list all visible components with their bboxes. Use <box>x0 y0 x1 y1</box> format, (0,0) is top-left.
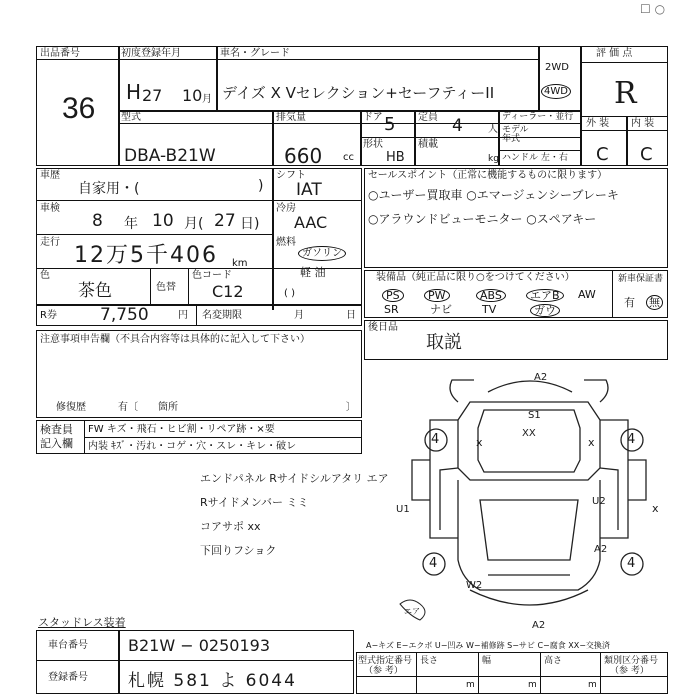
notes-label: 注意事項申告欄（不具合内容等は具体的に記入して下さい） <box>40 334 310 345</box>
mark-x-mid: x <box>652 502 659 515</box>
post-inspection-value: 取説 <box>426 332 462 353</box>
inspection-day: 27 <box>214 211 236 231</box>
inspection-year-unit: 年 <box>124 216 138 232</box>
equip-ps: PS <box>382 289 404 302</box>
exterior-label: 外 装 <box>586 118 610 129</box>
recycle-value: 7,750 <box>100 305 149 325</box>
shift-value: IAT <box>296 180 322 200</box>
studless-note: スタッドレス装着 <box>38 616 126 629</box>
aircon-value: AAC <box>294 213 328 232</box>
deadline-day-unit: 日 <box>346 310 356 321</box>
first-reg-label: 初度登録年月 <box>121 48 181 59</box>
shape-label: 形状 <box>363 139 383 150</box>
inspection-month: 10 <box>152 211 174 231</box>
comment-2: Rサイドメンバー ミミ <box>200 496 309 509</box>
deadline-month-unit: 月 <box>294 310 304 321</box>
class-number-label: 類別区分番号 <box>604 656 659 666</box>
equip-sr: SR <box>384 303 399 316</box>
fuel-gasoline: ガソリン <box>298 246 346 261</box>
color-label: 色 <box>40 270 50 281</box>
mark-x-right: x <box>588 436 595 449</box>
dealer-label: ディーラー・並行 <box>502 112 574 122</box>
recycle-unit: 円 <box>178 310 188 321</box>
repair-history-value: 有〔 <box>118 402 138 413</box>
inspection-day-unit: 日) <box>240 216 260 232</box>
chassis-label: 車台番号 <box>48 640 88 651</box>
mark-xx: XX <box>522 428 536 439</box>
mileage-unit: km <box>232 258 248 269</box>
history-label: 車歴 <box>40 170 60 181</box>
inspector-row-1: FW キズ・飛石・ヒビ割・リペア跡・×要 <box>88 424 275 435</box>
color-code-label: 色コード <box>192 270 232 281</box>
model-spec-label: 型式指定番号 <box>358 656 413 666</box>
first-reg-era: H <box>126 80 142 104</box>
repair-history-unit: 箇所 <box>158 402 178 413</box>
comment-4: 下回りフショク <box>200 544 277 557</box>
mark-w2: W2 <box>466 580 483 591</box>
corner-mark: ☐ ○ <box>640 2 666 16</box>
mark-a2-top: A2 <box>534 372 548 383</box>
shape: HB <box>386 150 405 165</box>
mark-s1: S1 <box>528 410 541 421</box>
width-label: 幅 <box>482 656 492 666</box>
equip-navi: ナビ <box>430 303 452 316</box>
equip-pw: PW <box>424 289 450 302</box>
fuel-label: 燃料 <box>276 237 296 248</box>
color-code: C12 <box>212 282 244 301</box>
aircon-label: 冷房 <box>276 203 296 214</box>
comment-1: エンドパネル Rサイドシルアタリ エア <box>200 472 389 485</box>
doors: 5 <box>384 114 396 135</box>
length-label: 長さ <box>420 656 439 666</box>
inspector-label: 検査員記入欄 <box>40 423 73 450</box>
mark-u2: U2 <box>592 496 606 507</box>
model-code: DBA-B21W <box>124 146 216 166</box>
first-reg-month: 10 <box>182 86 203 105</box>
history-close: ) <box>258 178 264 194</box>
mark-tire-rl: 4 <box>429 556 438 571</box>
equipment-label: 装備品（純正品に限り○をつけてください） <box>376 272 575 283</box>
plate-label: 登録番号 <box>48 672 88 683</box>
model-code-label: 型式 <box>121 112 141 123</box>
shift-label: シフト <box>276 170 306 181</box>
grade-label: 評 価 点 <box>596 48 633 59</box>
width-unit: m <box>528 680 537 690</box>
damage-legend: A−キズ E−エクボ U−凹み W−補修跡 S−サビ C−腐食 XX−交換済 <box>366 641 610 650</box>
lot-number: 36 <box>62 92 96 125</box>
door-label: ドア <box>363 112 383 123</box>
sales-point-line-1: ○ユーザー買取車 ○エマージェンシーブレーキ <box>368 188 619 202</box>
color-change-label: 色替 <box>156 282 176 293</box>
warranty-label: 新車保証書 <box>618 274 664 284</box>
first-reg-month-unit: 月 <box>202 94 212 105</box>
displacement-label: 排気量 <box>276 112 306 123</box>
mark-tire-rr: 4 <box>627 556 636 571</box>
inspection-label: 車検 <box>40 203 60 214</box>
drive-4wd: 4WD <box>541 84 571 99</box>
equip-aw: AW <box>578 288 596 301</box>
mark-air: エア <box>404 607 420 616</box>
model-spec-ref: （参 考） <box>364 666 403 676</box>
warranty-yes: 有 <box>624 296 635 309</box>
height-unit: m <box>588 680 597 690</box>
sales-points-label: セールスポイント（正常に機能するものに限ります） <box>368 170 608 181</box>
recycle-label: R券 <box>40 310 57 321</box>
capacity-unit: 人 <box>488 124 498 135</box>
displacement-unit: cc <box>343 152 354 163</box>
drive-2wd: 2WD <box>545 62 569 73</box>
inspection-month-unit: 月( <box>184 216 204 232</box>
mark-a2-bottom: A2 <box>532 620 546 631</box>
lot-number-label: 出品番号 <box>40 48 80 59</box>
capacity: 4 <box>452 116 463 136</box>
mark-tire-fl: 4 <box>431 432 440 447</box>
inspector-row-2: 内装 ｷｽﾞ・汚れ・コゲ・穴・スレ・キレ・破レ <box>88 441 297 452</box>
post-inspection-label: 後日品 <box>368 322 398 333</box>
height-label: 高さ <box>544 656 563 666</box>
model-name: デイズ X Vセレクション+セーフティーII <box>222 84 495 102</box>
model-name-label: 車名・グレード <box>220 48 290 59</box>
mark-tire-fr: 4 <box>627 432 636 447</box>
plate-number: 札幌 581 よ 6044 <box>128 671 297 691</box>
comment-3: コアサポ xx <box>200 520 261 533</box>
mark-x-left: x <box>476 436 483 449</box>
warranty-no: 無 <box>646 295 663 310</box>
repair-history-close: 〕 <box>346 402 356 413</box>
exterior-grade: C <box>596 144 609 165</box>
first-reg-year: 27 <box>142 86 163 105</box>
equip-airbag: エアB <box>526 289 564 302</box>
chassis-number: B21W − 0250193 <box>128 636 270 655</box>
sales-point-line-2: ○アラウンドビューモニター ○スペアキー <box>368 212 597 226</box>
class-number-ref: （参 考） <box>610 666 649 676</box>
load-label: 積載 <box>418 139 438 150</box>
name-change-deadline-label: 名変期限 <box>202 310 242 321</box>
mileage-value: 12万5千406 <box>74 243 218 268</box>
interior-label: 内 装 <box>631 118 655 129</box>
color-value: 茶色 <box>78 281 112 301</box>
interior-grade: C <box>640 144 653 165</box>
equip-gau: ガウ <box>530 304 560 317</box>
handle-label: ハンドル 左・右 <box>502 153 568 163</box>
mark-a2-right: A2 <box>594 544 608 555</box>
repair-history-label: 修復歴 <box>56 402 86 413</box>
load-unit: kg <box>488 154 499 164</box>
history-value: 自家用・( <box>78 181 140 197</box>
inspection-year: 8 <box>92 211 103 231</box>
length-unit: m <box>466 680 475 690</box>
capacity-label: 定員 <box>418 112 438 123</box>
equip-tv: TV <box>482 303 497 316</box>
fuel-paren: ( ) <box>284 288 295 299</box>
model-year-label: モデル年式 <box>502 125 529 144</box>
mark-u1: U1 <box>396 504 410 515</box>
displacement: 660 <box>284 144 323 168</box>
mileage-label: 走行 <box>40 237 60 248</box>
fuel-diesel: 軽 油 <box>300 266 326 279</box>
grade-value: R <box>614 76 637 111</box>
equip-abs: ABS <box>476 289 506 302</box>
